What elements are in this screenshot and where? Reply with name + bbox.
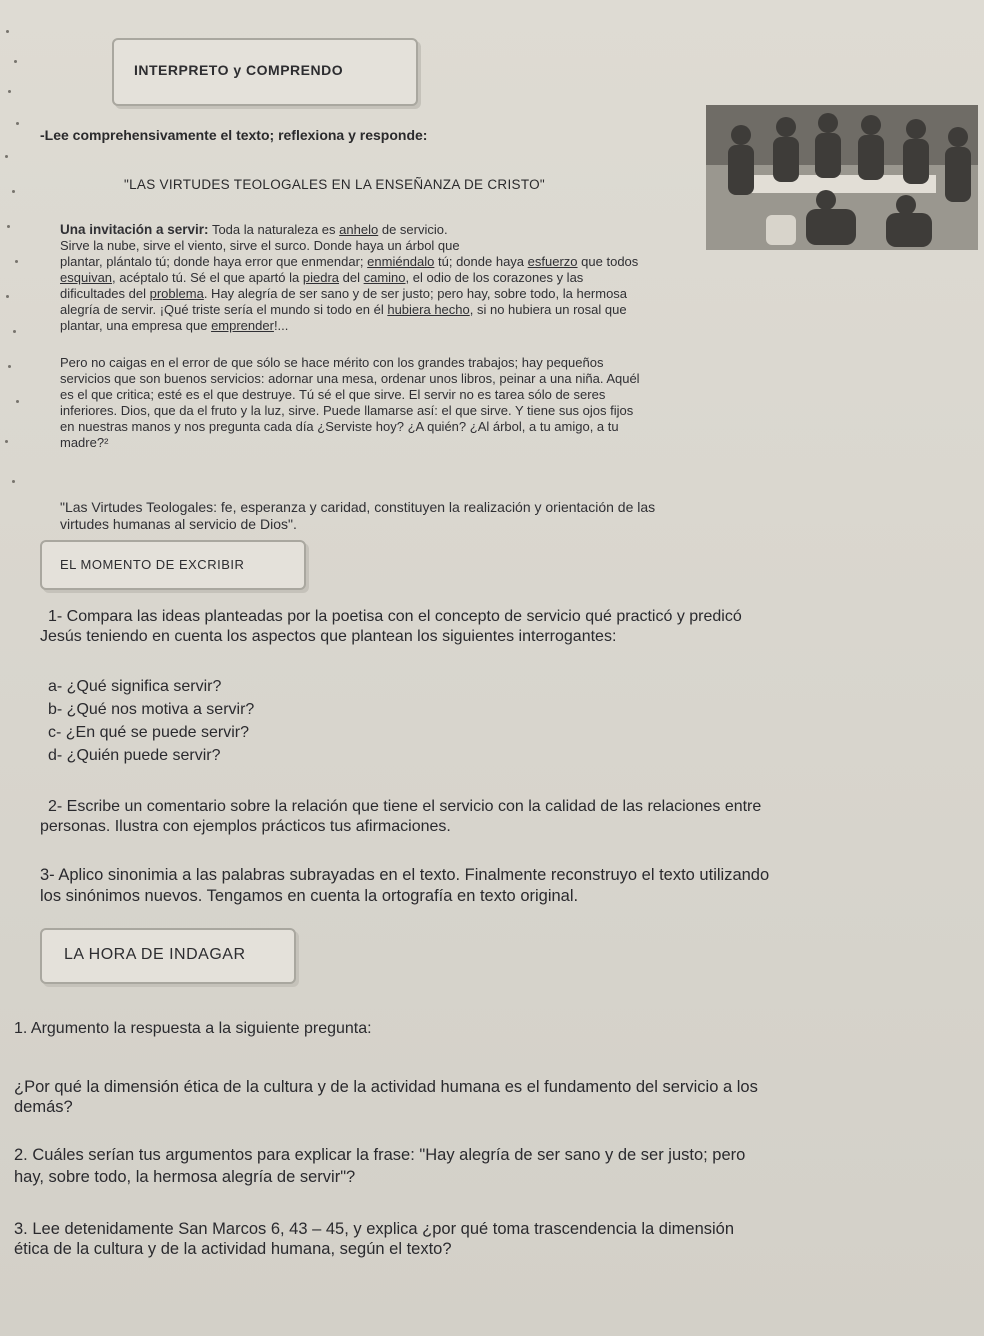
text-line: ¿Por qué la dimensión ética de la cultura y de la actividad humana es el fundamento del servicio a los <box>14 1078 758 1096</box>
paragraph-lead: Una invitación a servir: <box>60 222 209 237</box>
text-span: , el odio de los corazones y las <box>405 270 584 285</box>
underlined-word: emprender <box>211 318 274 333</box>
underlined-word: piedra <box>302 270 339 285</box>
text-span: Toda la naturaleza es <box>211 222 336 237</box>
text-line: virtudes humanas al servicio de Dios". <box>60 516 297 532</box>
instruction-text: -Lee comprehensivamente el texto; reflexiona y responde: <box>40 127 428 143</box>
text-line: Jesús teniendo en cuenta los aspectos que plantean los siguientes interrogantes: <box>40 628 617 645</box>
text-line: 3- Aplico sinonimia a las palabras subrayadas en el texto. Finalmente reconstruyo el texto utilizando <box>40 866 770 884</box>
text-line: ética de la cultura y de la actividad humana, según el texto? <box>14 1240 452 1258</box>
text-line: personas. Ilustra con ejemplos prácticos tus afirmaciones. <box>40 818 451 835</box>
underlined-word: esfuerzo <box>527 254 578 269</box>
section-heading-momento <box>40 540 306 590</box>
underlined-word: enmiéndalo <box>367 254 435 269</box>
text-span: tú; donde haya <box>438 254 525 269</box>
text-line: 1- Compara las ideas planteadas por la poetisa con el concepto de servicio qué practicó y predicó <box>48 608 742 625</box>
section-title: EL MOMENTO DE EXCRIBIR <box>60 557 245 572</box>
text-line: Sirve la nube, sirve el viento, sirve el surco. Donde haya un árbol que <box>60 238 460 253</box>
reading-title: "LAS VIRTUDES TEOLOGALES EN LA ENSEÑANZA DE CRISTO" <box>124 177 546 192</box>
section-title: INTERPRETO y COMPRENDO <box>134 62 344 78</box>
text-span: de servicio. <box>381 222 448 237</box>
religious-illustration <box>706 105 978 250</box>
text-span: !... <box>273 318 289 333</box>
sub-question-c: c- ¿En qué se puede servir? <box>48 724 249 741</box>
sub-question-a: a- ¿Qué significa servir? <box>48 678 222 695</box>
underlined-word: problema <box>149 286 204 301</box>
text-span: alegría de servir. ¡Qué triste sería el mundo si todo en él <box>60 302 384 317</box>
text-span: que todos <box>581 254 639 269</box>
section-heading-interpreto <box>112 38 418 106</box>
text-line: madre?² <box>60 435 109 450</box>
underlined-word: hubiera hecho <box>387 302 470 317</box>
binder-holes <box>0 20 40 620</box>
text-line: Pero no caigas en el error de que sólo se hace mérito con los grandes trabajos; hay pequeños <box>60 355 604 370</box>
text-line: 2- Escribe un comentario sobre la relación que tiene el servicio con la calidad de las relaciones entre <box>48 798 762 815</box>
text-span: . Hay alegría de ser sano y de ser justo; pero hay, sobre todo, la hermosa <box>203 286 628 301</box>
underlined-word: esquivan <box>60 270 113 285</box>
text-span: dificultades del <box>60 286 146 301</box>
text-line: inferiores. Dios, que da el fruto y la luz, sirve. Puede llamarse así: el que sirve. Y tiene sus ojos fijos <box>60 403 634 418</box>
underlined-word: anhelo <box>339 222 379 237</box>
text-span: , si no hubiera un rosal que <box>469 302 627 317</box>
text-span: plantar, plántalo tú; donde haya error que enmendar; <box>60 254 364 269</box>
sub-question-b: b- ¿Qué nos motiva a servir? <box>48 701 255 718</box>
text-line: 1. Argumento la respuesta a la siguiente pregunta: <box>14 1020 372 1037</box>
text-span: del <box>342 270 360 285</box>
text-line: en nuestras manos y nos pregunta cada día ¿Serviste hoy? ¿A quién? ¿Al árbol, a tu amigo, a tu <box>60 419 619 434</box>
text-line: es el que critica; esté es el que destruye. Tú sé el que sirve. El servir no es tarea sólo de seres <box>60 387 606 402</box>
text-line: "Las Virtudes Teologales: fe, esperanza y caridad, constituyen la realización y orientación de las <box>60 499 656 515</box>
underlined-word: camino <box>363 270 406 285</box>
sub-question-d: d- ¿Quién puede servir? <box>48 747 221 764</box>
text-span: plantar, una empresa que <box>60 318 208 333</box>
text-line: los sinónimos nuevos. Tengamos en cuenta la ortografía en texto original. <box>40 887 579 905</box>
text-line: 2. Cuáles serían tus argumentos para explicar la frase: "Hay alegría de ser sano y de ser justo; pero <box>14 1146 746 1164</box>
text-line: demás? <box>14 1098 73 1116</box>
section-title: LA HORA DE INDAGAR <box>64 946 246 963</box>
text-line: 3. Lee detenidamente San Marcos 6, 43 – 45, y explica ¿por qué toma trascendencia la dimensión <box>14 1220 735 1238</box>
text-span: , acéptalo tú. Sé el que apartó la <box>112 270 300 285</box>
text-line: hay, sobre todo, la hermosa alegría de servir"? <box>14 1168 356 1186</box>
section-heading-indagar <box>40 928 296 984</box>
text-line: servicios que son buenos servicios: adornar una mesa, ordenar unos libros, peinar a una niña. Aquél <box>60 371 640 386</box>
